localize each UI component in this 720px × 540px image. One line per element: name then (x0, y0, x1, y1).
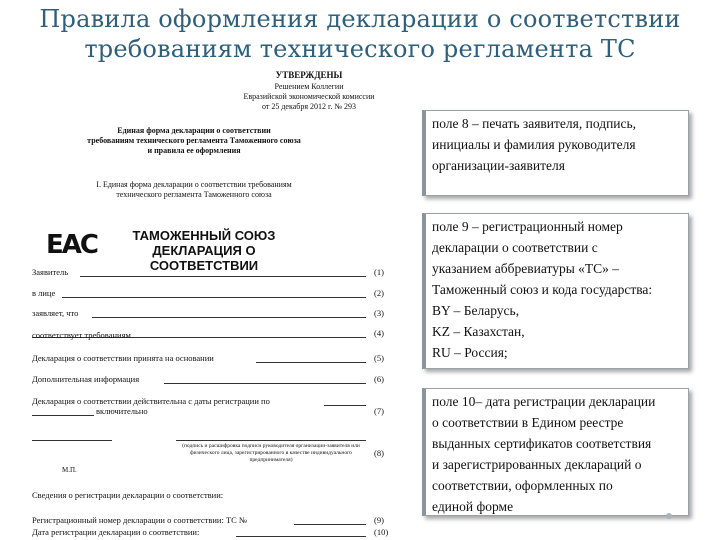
reg-date-label: Дата регистрации декларации о соответствии: (32, 527, 200, 537)
form-title-line-1: ТАМОЖЕННЫЙ СОЮЗ (132, 228, 276, 243)
field-line (32, 415, 94, 416)
row-declares: заявляет, что (32, 308, 79, 318)
row-represented-by: в лице (32, 288, 56, 298)
form-heading-1: Единая форма декларации о соответствии (117, 126, 271, 135)
note-field-9 (422, 213, 689, 369)
note-line: поле 10– дата регистрации декларации (432, 394, 656, 409)
form-heading-2: требованиям технического регламента Таможенного союза (87, 136, 301, 145)
field-number: (6) (374, 374, 384, 384)
field-line (294, 524, 366, 525)
title-line-1: Правила оформления декларации о соответствии (39, 5, 681, 33)
form-title-line-2: ДЕКЛАРАЦИЯ О СООТВЕТСТВИИ (149, 243, 259, 273)
signature-line (176, 440, 366, 441)
field-number: (7) (374, 406, 384, 416)
note-line: поле 8 – печать заявителя, подпись, (432, 116, 637, 131)
field-line (236, 536, 366, 537)
field-line (92, 317, 366, 318)
field-line (256, 362, 366, 363)
field-number: (2) (374, 288, 384, 298)
field-number: (9) (374, 515, 384, 525)
row-applicant: Заявитель (32, 267, 69, 277)
note-line: инициалы и фамилия руководителя (432, 137, 636, 152)
eac-logo: EAC (46, 230, 97, 260)
reg-info-heading: Сведения о регистрации декларации о соответствии: (32, 490, 224, 500)
field-line (164, 383, 366, 384)
commission-label: Евразийской экономической комиссии (243, 92, 375, 101)
row-conforms: соответствует требованиям (32, 330, 131, 340)
field-number: (3) (374, 308, 384, 318)
note-line: поле 9 – регистрационный номер (432, 219, 623, 234)
row-basis: Декларация о соответствии принята на основании (32, 353, 214, 363)
title-line-2: требованиям технического регламента ТС (84, 35, 636, 63)
form-heading-3: и правила ее оформления (147, 146, 241, 155)
note-line: единой форме (432, 499, 514, 514)
reg-number-label: Регистрационный номер декларации о соответствии: ТС № (32, 515, 248, 525)
note-line: организации-заявителя (432, 158, 565, 173)
row-validity: Декларация о соответствии действительна с даты регистрации по (32, 396, 270, 406)
note-line: указанием аббревиатуры «ТС» – (432, 261, 620, 276)
note-line: RU – Россия; (432, 345, 508, 360)
note-field-10 (422, 388, 689, 516)
note-line: KZ – Казахстан, (432, 324, 525, 339)
section-heading-2: технического регламента Таможенного союза (116, 190, 272, 199)
field-number: (1) (374, 267, 384, 277)
note-line: BY – Беларусь, (432, 303, 520, 318)
section-heading-1: I. Единая форма декларации о соответствии требованиям (96, 180, 292, 189)
signature-note: (подпись и расшифровка подписи руководителя организации-заявителя или физического лица, зарегистрированного в качестве индивидуального предпринимателя) (182, 443, 360, 463)
field-number: (8) (374, 448, 384, 458)
row-validity-inclusive: включительно (96, 406, 148, 416)
note-line: Таможенный союз и кода государства: (432, 282, 653, 297)
row-additional-info: Дополнительная информация (32, 374, 140, 384)
decorative-dot (666, 513, 672, 519)
signature-line (32, 440, 112, 441)
field-line (62, 297, 366, 298)
field-line (80, 276, 366, 277)
stamp-mark: М.П. (62, 466, 77, 474)
field-number: (4) (374, 328, 384, 338)
field-number: (5) (374, 353, 384, 363)
form-title (104, 228, 304, 273)
declaration-form-scan (4, 70, 412, 540)
note-field-8 (422, 110, 689, 196)
note-line: соответствии, оформленных по (432, 478, 613, 493)
decision-label: Решением Коллегии (274, 82, 344, 91)
field-number: (10) (374, 527, 389, 537)
note-line: декларации о соответствии с (432, 240, 598, 255)
slide-title (0, 4, 720, 64)
note-line: о соответствии в Едином реестре (432, 415, 624, 430)
note-line: и зарегистрированных деклараций о (432, 457, 642, 472)
field-line (324, 405, 366, 406)
decision-date: от 25 декабря 2012 г. № 293 (261, 102, 357, 111)
note-line: выданных сертификатов соответствия (432, 436, 652, 451)
approved-label: УТВЕРЖДЕНЫ (275, 70, 343, 80)
